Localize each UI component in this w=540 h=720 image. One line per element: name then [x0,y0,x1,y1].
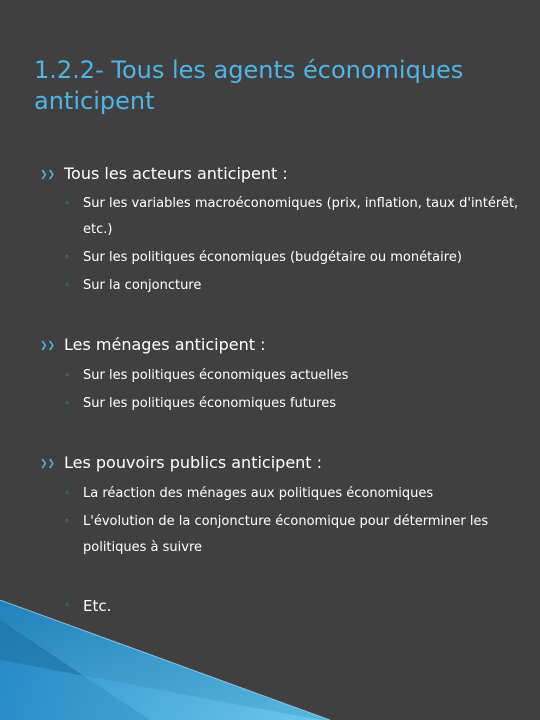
ring-bullet-icon: ◦ [64,371,70,381]
ring-bullet-icon: ◦ [64,281,70,291]
section-heading: Les pouvoirs publics anticipent : [64,453,323,472]
list-item: Sur la conjoncture [83,278,202,293]
list-item: La réaction des ménages aux politiques économiques [83,486,434,501]
list-item: Sur les variables macroéconomiques (prix, inflation, taux d'intérêt, etc.) [83,196,519,237]
list-item: Etc. [83,597,112,615]
ring-bullet-icon: ◦ [64,489,70,499]
double-chevron-icon: ❯❯ [40,341,56,351]
ring-bullet-icon: ◦ [64,253,70,263]
ring-bullet-icon: ◦ [64,601,70,611]
list-item: Sur les politiques économiques futures [83,396,336,411]
ring-bullet-icon: ◦ [64,199,70,209]
double-chevron-icon: ❯❯ [40,459,56,469]
list-item: Sur les politiques économiques (budgétaire ou monétaire) [83,250,462,265]
corner-decoration [0,600,330,720]
section-heading: Tous les acteurs anticipent : [64,164,288,183]
ring-bullet-icon: ◦ [64,517,70,527]
double-chevron-icon: ❯❯ [40,170,56,180]
list-item: Sur les politiques économiques actuelles [83,368,349,383]
ring-bullet-icon: ◦ [64,399,70,409]
slide-title: 1.2.2- Tous les agents économiques anticipent [34,56,464,115]
list-item: L'évolution de la conjoncture économique pour déterminer les politiques à suivre [83,514,489,555]
section-heading: Les ménages anticipent : [64,335,266,354]
